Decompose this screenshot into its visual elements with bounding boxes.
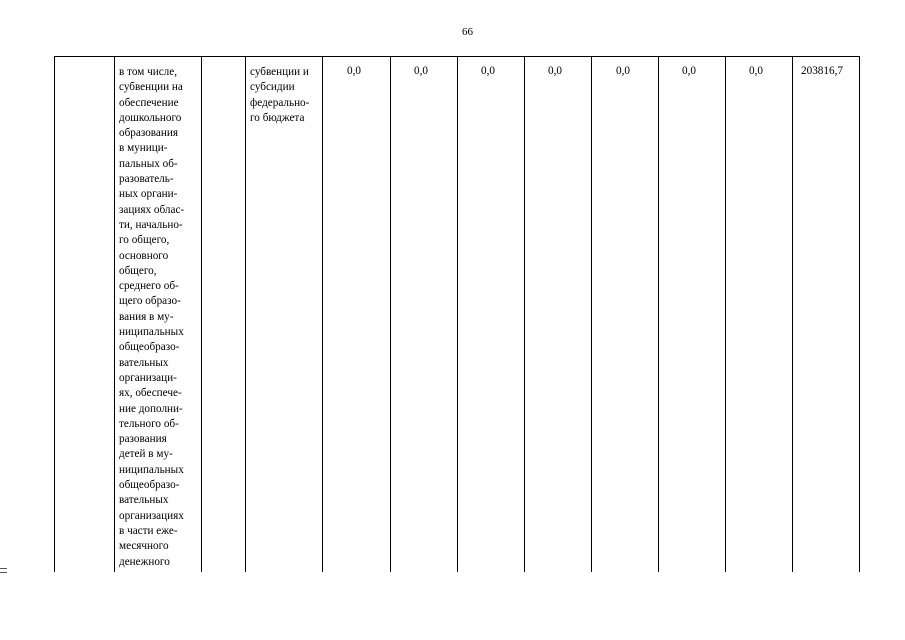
description-line: обеспечение xyxy=(119,96,179,109)
description-line: ниципальных xyxy=(119,463,184,476)
description-line: вательных xyxy=(119,356,169,369)
description-line: ти, начально- xyxy=(119,218,183,231)
description-line: общеобразо- xyxy=(119,341,180,354)
funding-source-cell xyxy=(250,65,309,126)
description-cell xyxy=(119,65,184,570)
description-line: ние дополни- xyxy=(119,402,183,415)
column-divider xyxy=(591,57,592,572)
value-cell-3: 0,0 xyxy=(481,65,495,77)
description-line: го общего, xyxy=(119,234,170,247)
description-line: образования xyxy=(119,127,179,140)
column-divider xyxy=(201,57,202,572)
description-line: денежного xyxy=(119,555,170,568)
description-line: детей в му- xyxy=(119,448,173,461)
description-line: организаци- xyxy=(119,371,177,384)
funding-source-line: субвенции и xyxy=(250,66,309,78)
description-line: общеобразо- xyxy=(119,479,180,492)
value-cell-6: 0,0 xyxy=(682,65,696,77)
description-line: дошкольного xyxy=(119,111,182,124)
value-cell-7: 0,0 xyxy=(749,65,763,77)
value-cell-total: 203816,7 xyxy=(801,65,843,77)
description-line: в том числе, xyxy=(119,66,178,78)
funding-source-line: федерально- xyxy=(250,96,310,109)
description-line: вания в му- xyxy=(119,310,174,323)
value-cell-5: 0,0 xyxy=(616,65,630,77)
description-line: общего, xyxy=(119,264,157,277)
description-line: ях, обеспече- xyxy=(119,387,182,400)
column-divider xyxy=(457,57,458,572)
column-divider xyxy=(658,57,659,572)
column-divider xyxy=(792,57,793,572)
funding-source-line: го бюджета xyxy=(250,111,305,124)
description-line: субвенции на xyxy=(119,81,183,94)
description-line: основного xyxy=(119,249,169,262)
value-cell-1: 0,0 xyxy=(347,65,361,77)
description-line: пальных об- xyxy=(119,157,178,170)
description-line: организациях xyxy=(119,509,184,522)
column-divider xyxy=(322,57,323,572)
description-line: месячного xyxy=(119,540,169,553)
column-divider xyxy=(114,57,115,572)
description-line: в муници- xyxy=(119,142,168,155)
description-line: зациях облас- xyxy=(119,203,185,216)
column-divider xyxy=(725,57,726,572)
value-cell-4: 0,0 xyxy=(548,65,562,77)
margin-mark xyxy=(0,568,7,573)
description-line: среднего об- xyxy=(119,280,179,293)
description-line: щего образо- xyxy=(119,295,181,308)
column-divider xyxy=(524,57,525,572)
column-divider xyxy=(390,57,391,572)
description-line: разователь- xyxy=(119,173,174,186)
description-line: разования xyxy=(119,433,167,446)
description-line: тельного об- xyxy=(119,417,179,430)
description-line: вательных xyxy=(119,494,169,507)
description-line: в части еже- xyxy=(119,524,178,537)
page-number: 66 xyxy=(462,26,473,38)
funding-source-line: субсидии xyxy=(250,81,295,94)
description-line: ниципальных xyxy=(119,326,184,339)
value-cell-2: 0,0 xyxy=(414,65,428,77)
budget-table xyxy=(54,56,860,572)
column-divider xyxy=(245,57,246,572)
description-line: ных органи- xyxy=(119,188,178,201)
